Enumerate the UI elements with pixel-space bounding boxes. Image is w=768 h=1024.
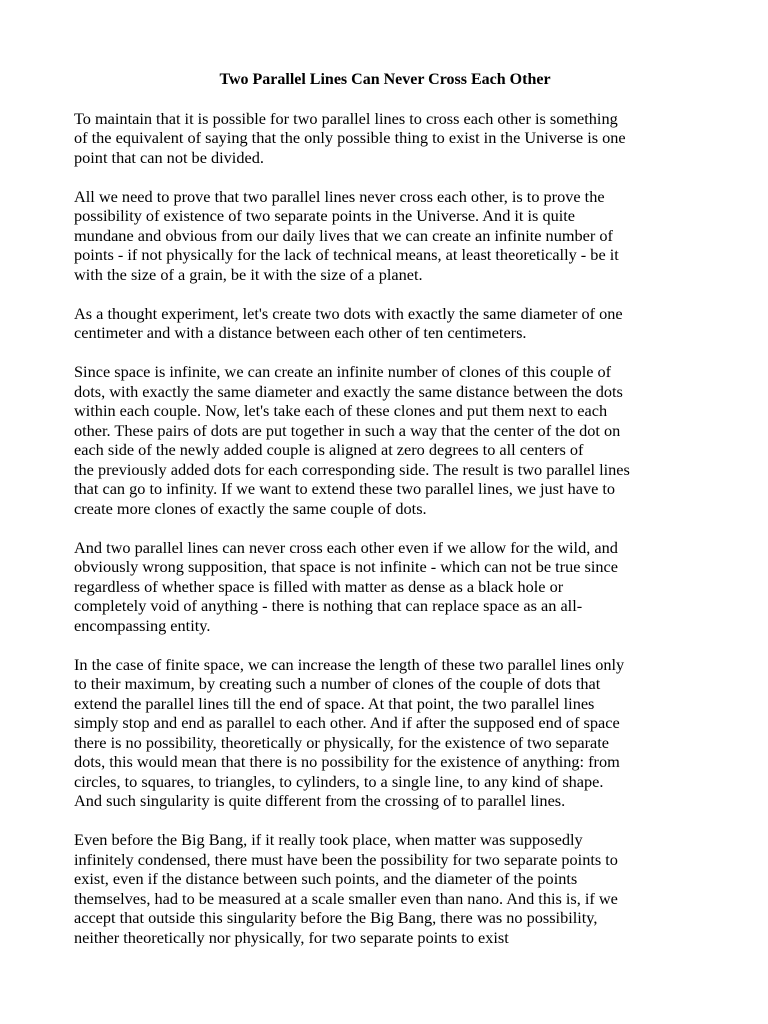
text-line: In the case of finite space, we can increase the length of these two parallel lines only [74, 654, 625, 674]
text-line: mundane and obvious from our daily lives that we can create an infinite number of [74, 225, 613, 245]
text-line: All we need to prove that two parallel lines never cross each other, is to prove the [74, 186, 605, 206]
text-line: possibility of existence of two separate points in the Universe. And it is quite [74, 206, 576, 225]
text-line: encompassing entity. [74, 615, 211, 635]
text-line: dots, with exactly the same diameter and exactly the same distance between the dots [74, 381, 623, 401]
text-line: completely void of anything - there is nothing that can replace space as an all- [74, 596, 583, 615]
text-line: And two parallel lines can never cross each other even if we allow for the wild, and [74, 537, 618, 557]
text-line: infinitely condensed, there must have been the possibility for two separate points to [74, 849, 618, 869]
text-line: obviously wrong supposition, that space is not infinite - which can not be true since [74, 557, 618, 576]
text-line: the previously added dots for each corresponding side. The result is two parallel lines [74, 459, 630, 479]
paragraph [74, 830, 696, 947]
text-line: neither theoretically nor physically, for two separate points to exist [74, 927, 509, 947]
document-body [74, 109, 696, 948]
paragraph [74, 538, 696, 636]
text-line: with the size of a grain, be it with the size of a planet. [74, 264, 423, 284]
document-page [74, 70, 696, 967]
paragraph [74, 304, 696, 343]
document-title: Two Parallel Lines Can Never Cross Each Other [219, 71, 551, 88]
text-line: exist, even if the distance between such points, and the diameter of the points [74, 869, 578, 888]
text-line: Even before the Big Bang, if it really took place, when matter was supposedly [74, 830, 583, 849]
paragraph [74, 187, 696, 285]
text-line: accept that outside this singularity before the Big Bang, there was no possibility, [74, 908, 598, 927]
text-line: to their maximum, by creating such a number of clones of the couple of dots that [74, 674, 601, 693]
text-line: within each couple. Now, let's take each of these clones and put them next to each [74, 401, 608, 420]
text-line: Since space is infinite, we can create an infinite number of clones of this couple of [74, 362, 612, 381]
text-line: simply stop and end as parallel to each other. And if after the supposed end of space [74, 713, 620, 732]
text-line: centimeter and with a distance between each other of ten centimeters. [74, 323, 527, 342]
text-line: As a thought experiment, let's create two dots with exactly the same diameter of one [74, 303, 623, 323]
text-line: regardless of whether space is filled with matter as dense as a black hole or [74, 576, 564, 596]
paragraph [74, 109, 696, 168]
text-line: point that can not be divided. [74, 147, 264, 167]
text-line: To maintain that it is possible for two parallel lines to cross each other is something [74, 108, 618, 128]
text-line: create more clones of exactly the same couple of dots. [74, 498, 427, 518]
text-line: that can go to infinity. If we want to extend these two parallel lines, we just have to [74, 479, 616, 498]
text-line: other. These pairs of dots are put together in such a way that the center of the dot on [74, 420, 621, 440]
text-line: of the equivalent of saying that the only possible thing to exist in the Universe is one [74, 128, 626, 147]
text-line: points - if not physically for the lack of technical means, at least theoretically - be it [74, 245, 619, 264]
text-line: And such singularity is quite different from the crossing of to parallel lines. [74, 791, 566, 810]
paragraph [74, 655, 696, 811]
text-line: there is no possibility, theoretically or physically, for the existence of two separate [74, 732, 610, 752]
text-line: each side of the newly added couple is aligned at zero degrees to all centers of [74, 440, 584, 459]
text-line: circles, to squares, to triangles, to cylinders, to a single line, to any kind of shape. [74, 771, 604, 791]
paragraph [74, 362, 696, 518]
text-line: dots, this would mean that there is no possibility for the existence of anything: from [74, 752, 620, 771]
text-line: themselves, had to be measured at a scale smaller even than nano. And this is, if we [74, 888, 618, 908]
text-line: extend the parallel lines till the end of space. At that point, the two parallel lines [74, 693, 595, 713]
